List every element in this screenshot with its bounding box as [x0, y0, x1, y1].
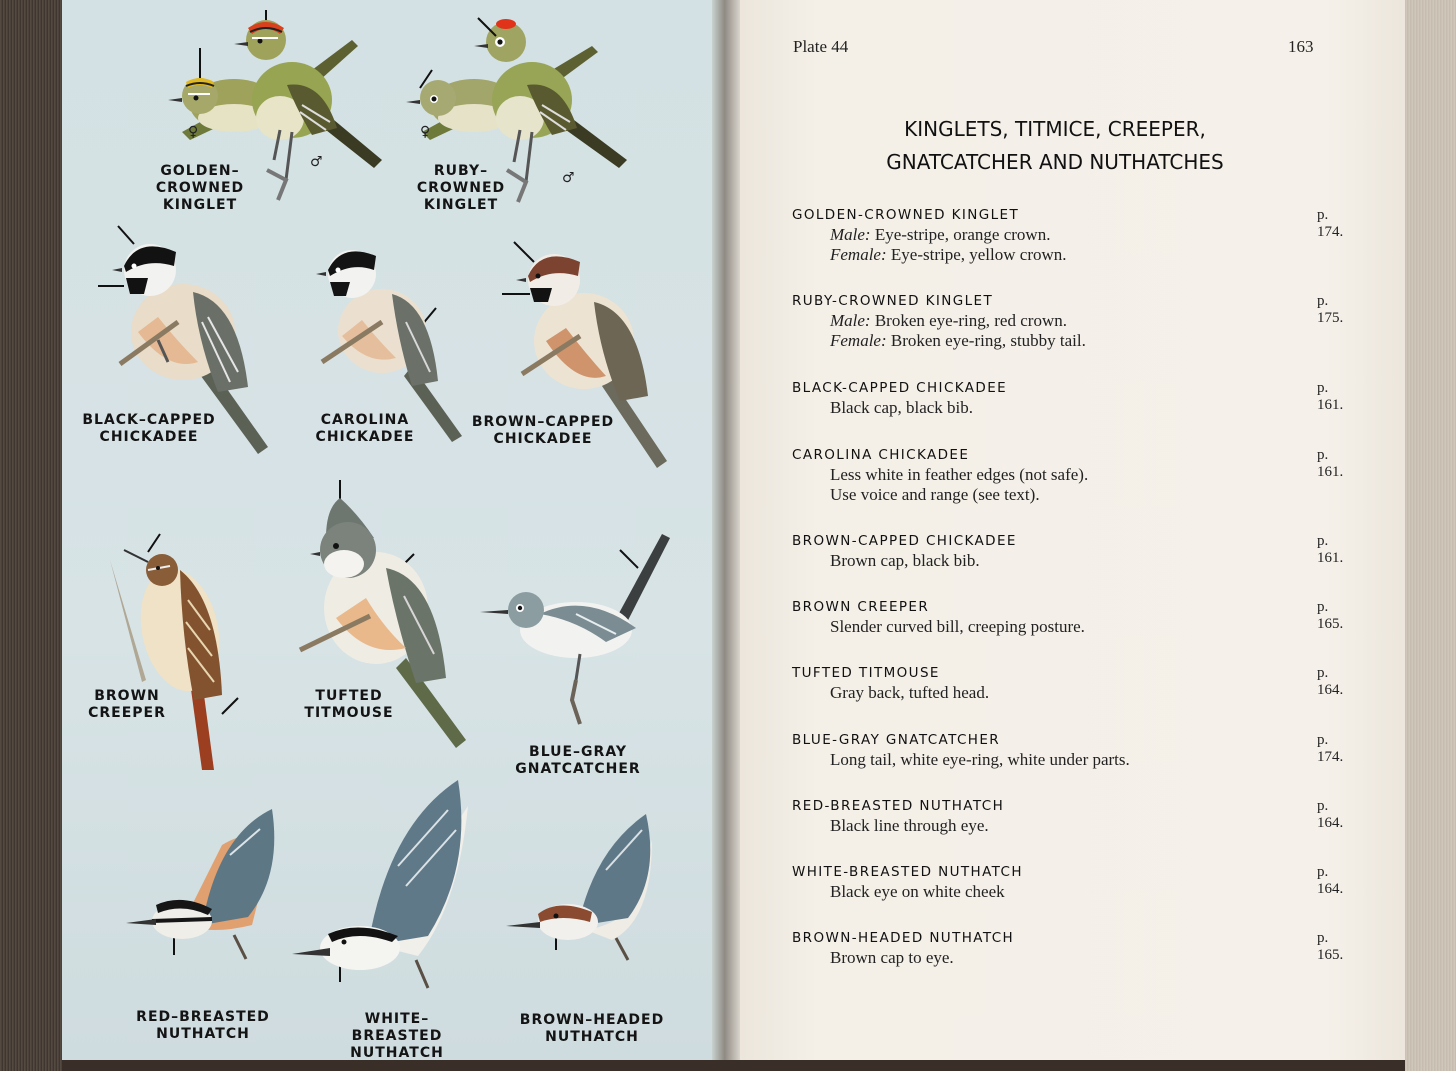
species-description-line: [792, 551, 1262, 571]
species-description-line: [792, 882, 1262, 902]
species-name: BROWN CREEPER: [792, 599, 930, 615]
page-reference: p. 164.: [1317, 798, 1344, 831]
species-entry: [792, 928, 1344, 968]
book-gutter: [712, 0, 740, 1071]
species-description-line: [792, 465, 1262, 485]
label-ruby-crowned-kinglet: RUBY– CROWNED KINGLET: [416, 163, 506, 213]
species-description-line: [792, 948, 1262, 968]
species-name: GOLDEN-CROWNED KINGLET: [792, 207, 1020, 223]
description-text: Brown cap to eye.: [830, 948, 954, 967]
page-reference: p. 161.: [1317, 380, 1344, 413]
sex-label: Female:: [830, 245, 887, 264]
species-description-line: [792, 617, 1262, 637]
species-entry: [792, 663, 1344, 703]
plate-number: Plate 44: [793, 37, 849, 56]
description-text: Eye-stripe, orange crown.: [870, 225, 1051, 244]
species-description-line: [792, 816, 1262, 836]
page-reference: p. 174.: [1317, 732, 1344, 765]
species-description-line: [792, 245, 1262, 265]
sex-label: Male:: [830, 225, 871, 244]
page-reference: p. 165.: [1317, 930, 1344, 963]
label-white-breasted-nuthatch: WHITE–BREASTED NUTHATCH: [350, 1011, 444, 1060]
species-description-line: [792, 750, 1262, 770]
text-page: [740, 0, 1405, 1062]
label-black-capped-chickadee: BLACK–CAPPED CHICKADEE: [82, 412, 216, 445]
species-name: TUFTED TITMOUSE: [792, 665, 940, 681]
book-left-page-edges: [0, 0, 62, 1071]
label-brown-capped-chickadee: BROWN–CAPPED CHICKADEE: [471, 414, 615, 447]
description-text: Broken eye-ring, stubby tail.: [886, 331, 1086, 350]
page-reference: p. 174.: [1317, 207, 1344, 240]
page-reference: p. 165.: [1317, 599, 1344, 632]
species-entry: [792, 796, 1344, 836]
male-symbol: ♂: [562, 170, 575, 186]
description-text: Use voice and range (see text).: [830, 485, 1040, 504]
description-text: Gray back, tufted head.: [830, 683, 990, 702]
brown-headed-nuthatch-illustration: [502, 810, 672, 980]
sex-label: Female:: [830, 331, 887, 350]
species-description-line: [792, 683, 1262, 703]
description-text: Slender curved bill, creeping posture.: [830, 617, 1085, 636]
male-symbol: ♂: [310, 154, 323, 170]
species-name: BROWN-HEADED NUTHATCH: [792, 930, 1015, 946]
species-name: BLACK-CAPPED CHICKADEE: [792, 380, 1008, 396]
female-symbol: ♀: [420, 124, 431, 140]
species-entry: [792, 597, 1344, 637]
species-entry: [792, 205, 1344, 265]
label-red-breasted-nuthatch: RED–BREASTED NUTHATCH: [136, 1009, 270, 1042]
red-breasted-nuthatch-illustration: [122, 805, 292, 975]
book-bottom-edge: [62, 1060, 1405, 1071]
description-text: Black cap, black bib.: [830, 398, 974, 417]
page-number: 163: [1288, 37, 1314, 56]
page-reference: p. 161.: [1317, 447, 1344, 480]
description-text: Black line through eye.: [830, 816, 989, 835]
description-text: Black eye on white cheek: [830, 882, 1005, 901]
species-description-line: [792, 311, 1262, 331]
species-entry: [792, 445, 1344, 505]
species-name: CAROLINA CHICKADEE: [792, 447, 970, 463]
description-text: Long tail, white eye-ring, white under parts.: [830, 750, 1130, 769]
page-reference: p. 164.: [1317, 864, 1344, 897]
species-name: BROWN-CAPPED CHICKADEE: [792, 533, 1017, 549]
species-description-line: [792, 485, 1262, 505]
description-text: Brown cap, black bib.: [830, 551, 980, 570]
sex-label: Male:: [830, 311, 871, 330]
species-name: RED-BREASTED NUTHATCH: [792, 798, 1005, 814]
species-description-line: [792, 331, 1262, 351]
species-name: BLUE-GRAY GNATCATCHER: [792, 732, 1001, 748]
blue-gray-gnatcatcher-illustration: [476, 530, 676, 740]
description-text: Broken eye-ring, red crown.: [870, 311, 1067, 330]
description-text: Eye-stripe, yellow crown.: [886, 245, 1067, 264]
label-tufted-titmouse: TUFTED TITMOUSE: [304, 688, 394, 721]
species-entry: [792, 291, 1344, 351]
species-entry: [792, 862, 1344, 902]
species-entry: [792, 730, 1344, 770]
book-right-page-edges: [1405, 0, 1456, 1071]
description-text: Less white in feather edges (not safe).: [830, 465, 1089, 484]
species-entry: [792, 531, 1344, 571]
female-symbol: ♀: [188, 124, 199, 140]
label-carolina-chickadee: CAROLINA CHICKADEE: [315, 412, 415, 445]
label-brown-creeper: BROWN CREEPER: [88, 688, 166, 721]
label-blue-gray-gnatcatcher: BLUE–GRAY GNATCATCHER: [515, 744, 641, 777]
species-description-line: [792, 398, 1262, 418]
brown-creeper-illustration: [102, 530, 262, 780]
page-reference: p. 161.: [1317, 533, 1344, 566]
species-name: RUBY-CROWNED KINGLET: [792, 293, 994, 309]
species-description-line: [792, 225, 1262, 245]
page-reference: p. 164.: [1317, 665, 1344, 698]
label-brown-headed-nuthatch: BROWN–HEADED NUTHATCH: [519, 1012, 665, 1045]
page-title: KINGLETS, TITMICE, CREEPER, GNATCATCHER AND NUTHATCHES: [886, 117, 1224, 174]
white-breasted-nuthatch-illustration: [288, 776, 478, 996]
species-entry: [792, 378, 1344, 418]
label-golden-crowned-kinglet: GOLDEN– CROWNED KINGLET: [155, 163, 245, 213]
species-name: WHITE-BREASTED NUTHATCH: [792, 864, 1023, 880]
page-reference: p. 175.: [1317, 293, 1344, 326]
color-plate: [62, 0, 712, 1060]
